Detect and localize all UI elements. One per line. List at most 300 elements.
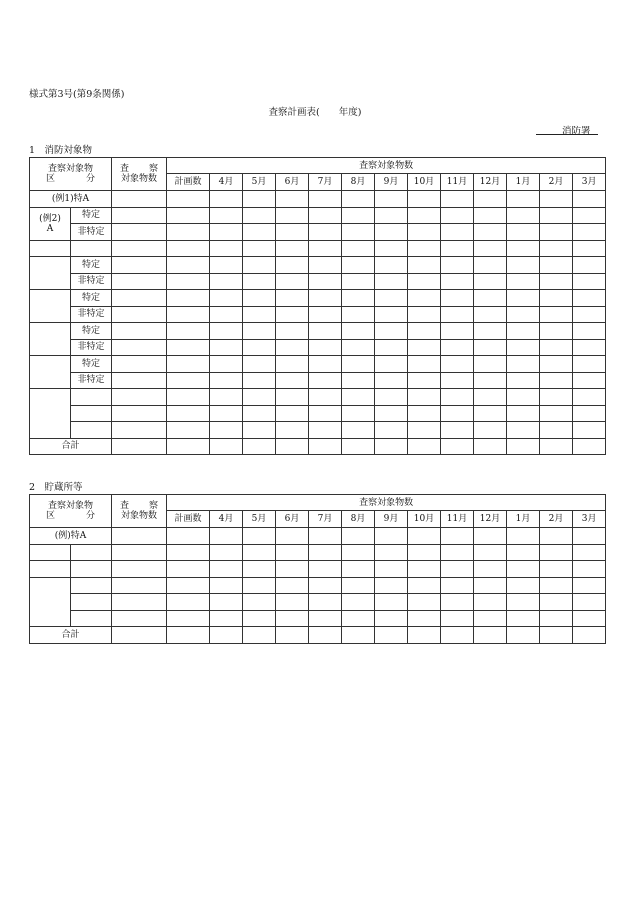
- empty-cell[interactable]: [474, 240, 507, 257]
- empty-cell[interactable]: [408, 257, 441, 274]
- empty-cell[interactable]: [167, 240, 210, 257]
- empty-cell[interactable]: [474, 339, 507, 356]
- empty-cell[interactable]: [441, 257, 474, 274]
- empty-cell[interactable]: [167, 405, 210, 422]
- empty-cell[interactable]: [507, 224, 540, 241]
- empty-cell[interactable]: [243, 240, 276, 257]
- empty-cell[interactable]: [540, 561, 573, 578]
- empty-cell[interactable]: [408, 610, 441, 627]
- empty-cell[interactable]: [243, 528, 276, 545]
- empty-cell[interactable]: [210, 323, 243, 340]
- empty-cell[interactable]: [276, 577, 309, 594]
- empty-cell[interactable]: [167, 273, 210, 290]
- empty-cell[interactable]: [507, 191, 540, 208]
- empty-cell[interactable]: [441, 339, 474, 356]
- empty-cell[interactable]: [441, 290, 474, 307]
- empty-cell[interactable]: [474, 273, 507, 290]
- empty-cell[interactable]: [573, 422, 606, 439]
- empty-cell[interactable]: [441, 389, 474, 406]
- empty-cell[interactable]: [375, 372, 408, 389]
- empty-cell[interactable]: [210, 544, 243, 561]
- empty-cell[interactable]: [507, 577, 540, 594]
- empty-cell[interactable]: [474, 356, 507, 373]
- empty-cell[interactable]: [243, 356, 276, 373]
- empty-cell[interactable]: [540, 240, 573, 257]
- empty-cell[interactable]: [441, 405, 474, 422]
- empty-cell[interactable]: [474, 544, 507, 561]
- empty-cell[interactable]: [276, 389, 309, 406]
- empty-cell[interactable]: [408, 191, 441, 208]
- empty-cell[interactable]: [276, 627, 309, 644]
- empty-cell[interactable]: [243, 422, 276, 439]
- empty-cell[interactable]: [167, 544, 210, 561]
- empty-cell[interactable]: [441, 438, 474, 455]
- empty-cell[interactable]: [71, 422, 112, 439]
- empty-cell[interactable]: [309, 561, 342, 578]
- empty-cell[interactable]: [540, 389, 573, 406]
- empty-cell[interactable]: [507, 339, 540, 356]
- empty-cell[interactable]: [507, 610, 540, 627]
- empty-cell[interactable]: [342, 561, 375, 578]
- empty-cell[interactable]: [441, 422, 474, 439]
- empty-cell[interactable]: [507, 290, 540, 307]
- empty-cell[interactable]: [276, 191, 309, 208]
- empty-cell[interactable]: [71, 561, 112, 578]
- empty-cell[interactable]: [112, 240, 167, 257]
- empty-cell[interactable]: [276, 610, 309, 627]
- empty-cell[interactable]: [243, 577, 276, 594]
- empty-cell[interactable]: [342, 544, 375, 561]
- empty-cell[interactable]: [309, 389, 342, 406]
- empty-cell[interactable]: [243, 323, 276, 340]
- empty-cell[interactable]: [408, 405, 441, 422]
- empty-cell[interactable]: [375, 356, 408, 373]
- empty-cell[interactable]: [474, 257, 507, 274]
- empty-cell[interactable]: [210, 528, 243, 545]
- empty-cell[interactable]: [441, 594, 474, 611]
- empty-cell[interactable]: [167, 224, 210, 241]
- empty-cell[interactable]: [540, 372, 573, 389]
- empty-cell[interactable]: [540, 224, 573, 241]
- empty-cell[interactable]: [167, 191, 210, 208]
- empty-cell[interactable]: [507, 207, 540, 224]
- empty-cell[interactable]: [342, 240, 375, 257]
- empty-cell[interactable]: [210, 610, 243, 627]
- empty-cell[interactable]: [112, 306, 167, 323]
- empty-cell[interactable]: [342, 306, 375, 323]
- empty-cell[interactable]: [507, 257, 540, 274]
- empty-cell[interactable]: [309, 207, 342, 224]
- empty-cell[interactable]: [507, 273, 540, 290]
- empty-cell[interactable]: [474, 594, 507, 611]
- empty-cell[interactable]: [210, 273, 243, 290]
- empty-cell[interactable]: [375, 594, 408, 611]
- empty-cell[interactable]: [441, 191, 474, 208]
- empty-cell[interactable]: [573, 207, 606, 224]
- empty-cell[interactable]: [507, 422, 540, 439]
- empty-cell[interactable]: [573, 273, 606, 290]
- empty-cell[interactable]: [243, 405, 276, 422]
- empty-cell[interactable]: [507, 389, 540, 406]
- empty-cell[interactable]: [210, 372, 243, 389]
- empty-cell[interactable]: [71, 577, 112, 594]
- empty-cell[interactable]: [71, 594, 112, 611]
- empty-cell[interactable]: [112, 561, 167, 578]
- empty-cell[interactable]: [309, 290, 342, 307]
- empty-cell[interactable]: [342, 594, 375, 611]
- empty-cell[interactable]: [408, 224, 441, 241]
- empty-cell[interactable]: [573, 561, 606, 578]
- empty-cell[interactable]: [276, 290, 309, 307]
- empty-cell[interactable]: [507, 561, 540, 578]
- empty-cell[interactable]: [243, 372, 276, 389]
- empty-cell[interactable]: [342, 627, 375, 644]
- empty-cell[interactable]: [309, 544, 342, 561]
- empty-cell[interactable]: [540, 422, 573, 439]
- empty-cell[interactable]: [375, 224, 408, 241]
- empty-cell[interactable]: [408, 207, 441, 224]
- empty-cell[interactable]: [210, 224, 243, 241]
- empty-cell[interactable]: [243, 389, 276, 406]
- empty-cell[interactable]: [112, 273, 167, 290]
- empty-cell[interactable]: [243, 610, 276, 627]
- empty-cell[interactable]: [167, 389, 210, 406]
- empty-cell[interactable]: [309, 577, 342, 594]
- empty-cell[interactable]: [167, 528, 210, 545]
- empty-cell[interactable]: [573, 224, 606, 241]
- empty-cell[interactable]: [276, 323, 309, 340]
- empty-cell[interactable]: [309, 356, 342, 373]
- empty-cell[interactable]: [573, 389, 606, 406]
- empty-cell[interactable]: [309, 372, 342, 389]
- empty-cell[interactable]: [474, 191, 507, 208]
- empty-cell[interactable]: [276, 224, 309, 241]
- empty-cell[interactable]: [540, 339, 573, 356]
- empty-cell[interactable]: [408, 561, 441, 578]
- empty-cell[interactable]: [408, 306, 441, 323]
- empty-cell[interactable]: [474, 224, 507, 241]
- empty-cell[interactable]: [375, 273, 408, 290]
- empty-cell[interactable]: [540, 290, 573, 307]
- empty-cell[interactable]: [112, 207, 167, 224]
- empty-cell[interactable]: [342, 438, 375, 455]
- empty-cell[interactable]: [30, 240, 71, 257]
- empty-cell[interactable]: [474, 323, 507, 340]
- empty-cell[interactable]: [243, 257, 276, 274]
- empty-cell[interactable]: [243, 224, 276, 241]
- empty-cell[interactable]: [540, 610, 573, 627]
- empty-cell[interactable]: [112, 577, 167, 594]
- empty-cell[interactable]: [474, 372, 507, 389]
- empty-cell[interactable]: [375, 544, 408, 561]
- empty-cell[interactable]: [408, 356, 441, 373]
- empty-cell[interactable]: [375, 627, 408, 644]
- empty-cell[interactable]: [573, 577, 606, 594]
- empty-cell[interactable]: [408, 290, 441, 307]
- empty-cell[interactable]: [540, 438, 573, 455]
- empty-cell[interactable]: [112, 438, 167, 455]
- empty-cell[interactable]: [342, 577, 375, 594]
- empty-cell[interactable]: [375, 257, 408, 274]
- empty-cell[interactable]: [573, 372, 606, 389]
- empty-cell[interactable]: [573, 240, 606, 257]
- empty-cell[interactable]: [210, 240, 243, 257]
- empty-cell[interactable]: [474, 610, 507, 627]
- empty-cell[interactable]: [243, 561, 276, 578]
- empty-cell[interactable]: [375, 422, 408, 439]
- empty-cell[interactable]: [112, 290, 167, 307]
- empty-cell[interactable]: [375, 207, 408, 224]
- empty-cell[interactable]: [441, 577, 474, 594]
- empty-cell[interactable]: [71, 544, 112, 561]
- empty-cell[interactable]: [408, 323, 441, 340]
- empty-cell[interactable]: [540, 191, 573, 208]
- empty-cell[interactable]: [375, 561, 408, 578]
- empty-cell[interactable]: [276, 372, 309, 389]
- empty-cell[interactable]: [507, 240, 540, 257]
- empty-cell[interactable]: [309, 594, 342, 611]
- empty-cell[interactable]: [276, 240, 309, 257]
- empty-cell[interactable]: [210, 290, 243, 307]
- empty-cell[interactable]: [210, 561, 243, 578]
- empty-cell[interactable]: [342, 372, 375, 389]
- empty-cell[interactable]: [507, 528, 540, 545]
- empty-cell[interactable]: [276, 356, 309, 373]
- empty-cell[interactable]: [167, 323, 210, 340]
- empty-cell[interactable]: [573, 405, 606, 422]
- empty-cell[interactable]: [276, 422, 309, 439]
- empty-cell[interactable]: [167, 610, 210, 627]
- empty-cell[interactable]: [375, 528, 408, 545]
- empty-cell[interactable]: [342, 224, 375, 241]
- empty-cell[interactable]: [210, 577, 243, 594]
- empty-cell[interactable]: [507, 306, 540, 323]
- empty-cell[interactable]: [309, 610, 342, 627]
- empty-cell[interactable]: [441, 306, 474, 323]
- empty-cell[interactable]: [540, 627, 573, 644]
- empty-cell[interactable]: [441, 561, 474, 578]
- empty-cell[interactable]: [167, 339, 210, 356]
- empty-cell[interactable]: [167, 257, 210, 274]
- empty-cell[interactable]: [474, 561, 507, 578]
- empty-cell[interactable]: [441, 273, 474, 290]
- empty-cell[interactable]: [210, 405, 243, 422]
- empty-cell[interactable]: [243, 306, 276, 323]
- empty-cell[interactable]: [408, 422, 441, 439]
- empty-cell[interactable]: [408, 528, 441, 545]
- empty-cell[interactable]: [309, 339, 342, 356]
- empty-cell[interactable]: [167, 207, 210, 224]
- empty-cell[interactable]: [112, 372, 167, 389]
- empty-cell[interactable]: [112, 191, 167, 208]
- empty-cell[interactable]: [276, 528, 309, 545]
- empty-cell[interactable]: [112, 528, 167, 545]
- empty-cell[interactable]: [573, 438, 606, 455]
- empty-cell[interactable]: [112, 257, 167, 274]
- empty-cell[interactable]: [441, 356, 474, 373]
- empty-cell[interactable]: [441, 372, 474, 389]
- empty-cell[interactable]: [474, 422, 507, 439]
- empty-cell[interactable]: [540, 528, 573, 545]
- empty-cell[interactable]: [342, 610, 375, 627]
- empty-cell[interactable]: [276, 594, 309, 611]
- empty-cell[interactable]: [408, 372, 441, 389]
- empty-cell[interactable]: [507, 372, 540, 389]
- empty-cell[interactable]: [309, 306, 342, 323]
- empty-cell[interactable]: [408, 339, 441, 356]
- empty-cell[interactable]: [540, 594, 573, 611]
- empty-cell[interactable]: [342, 528, 375, 545]
- empty-cell[interactable]: [210, 306, 243, 323]
- empty-cell[interactable]: [276, 273, 309, 290]
- empty-cell[interactable]: [342, 356, 375, 373]
- empty-cell[interactable]: [112, 422, 167, 439]
- empty-cell[interactable]: [309, 240, 342, 257]
- empty-cell[interactable]: [408, 438, 441, 455]
- empty-cell[interactable]: [210, 207, 243, 224]
- empty-cell[interactable]: [441, 224, 474, 241]
- empty-cell[interactable]: [375, 405, 408, 422]
- empty-cell[interactable]: [309, 323, 342, 340]
- empty-cell[interactable]: [375, 389, 408, 406]
- empty-cell[interactable]: [243, 339, 276, 356]
- empty-cell[interactable]: [507, 544, 540, 561]
- empty-cell[interactable]: [375, 191, 408, 208]
- empty-cell[interactable]: [167, 594, 210, 611]
- empty-cell[interactable]: [210, 257, 243, 274]
- empty-cell[interactable]: [540, 306, 573, 323]
- empty-cell[interactable]: [309, 191, 342, 208]
- empty-cell[interactable]: [474, 389, 507, 406]
- empty-cell[interactable]: [474, 577, 507, 594]
- empty-cell[interactable]: [112, 627, 167, 644]
- empty-cell[interactable]: [309, 627, 342, 644]
- empty-cell[interactable]: [276, 405, 309, 422]
- empty-cell[interactable]: [408, 627, 441, 644]
- empty-cell[interactable]: [243, 594, 276, 611]
- empty-cell[interactable]: [507, 594, 540, 611]
- empty-cell[interactable]: [342, 207, 375, 224]
- empty-cell[interactable]: [342, 290, 375, 307]
- empty-cell[interactable]: [210, 594, 243, 611]
- empty-cell[interactable]: [573, 257, 606, 274]
- empty-cell[interactable]: [441, 323, 474, 340]
- empty-cell[interactable]: [540, 356, 573, 373]
- empty-cell[interactable]: [408, 577, 441, 594]
- empty-cell[interactable]: [276, 207, 309, 224]
- empty-cell[interactable]: [210, 438, 243, 455]
- empty-cell[interactable]: [375, 339, 408, 356]
- empty-cell[interactable]: [167, 422, 210, 439]
- empty-cell[interactable]: [474, 627, 507, 644]
- empty-cell[interactable]: [167, 290, 210, 307]
- empty-cell[interactable]: [112, 323, 167, 340]
- empty-cell[interactable]: [375, 290, 408, 307]
- empty-cell[interactable]: [540, 577, 573, 594]
- empty-cell[interactable]: [573, 290, 606, 307]
- empty-cell[interactable]: [540, 405, 573, 422]
- empty-cell[interactable]: [441, 544, 474, 561]
- empty-cell[interactable]: [309, 257, 342, 274]
- empty-cell[interactable]: [474, 207, 507, 224]
- empty-cell[interactable]: [573, 610, 606, 627]
- empty-cell[interactable]: [408, 389, 441, 406]
- empty-cell[interactable]: [71, 405, 112, 422]
- empty-cell[interactable]: [243, 290, 276, 307]
- empty-cell[interactable]: [112, 594, 167, 611]
- empty-cell[interactable]: [342, 422, 375, 439]
- empty-cell[interactable]: [210, 356, 243, 373]
- empty-cell[interactable]: [540, 323, 573, 340]
- empty-cell[interactable]: [210, 339, 243, 356]
- empty-cell[interactable]: [309, 438, 342, 455]
- empty-cell[interactable]: [375, 306, 408, 323]
- empty-cell[interactable]: [573, 528, 606, 545]
- empty-cell[interactable]: [243, 207, 276, 224]
- empty-cell[interactable]: [167, 306, 210, 323]
- empty-cell[interactable]: [441, 207, 474, 224]
- empty-cell[interactable]: [243, 191, 276, 208]
- empty-cell[interactable]: [71, 610, 112, 627]
- empty-cell[interactable]: [342, 257, 375, 274]
- empty-cell[interactable]: [507, 438, 540, 455]
- empty-cell[interactable]: [573, 594, 606, 611]
- empty-cell[interactable]: [507, 627, 540, 644]
- empty-cell[interactable]: [71, 389, 112, 406]
- empty-cell[interactable]: [309, 224, 342, 241]
- empty-cell[interactable]: [507, 323, 540, 340]
- empty-cell[interactable]: [573, 356, 606, 373]
- empty-cell[interactable]: [30, 544, 71, 561]
- empty-cell[interactable]: [540, 273, 573, 290]
- empty-cell[interactable]: [309, 405, 342, 422]
- empty-cell[interactable]: [276, 306, 309, 323]
- empty-cell[interactable]: [276, 257, 309, 274]
- empty-cell[interactable]: [167, 438, 210, 455]
- empty-cell[interactable]: [573, 191, 606, 208]
- empty-cell[interactable]: [408, 594, 441, 611]
- empty-cell[interactable]: [210, 422, 243, 439]
- empty-cell[interactable]: [243, 438, 276, 455]
- empty-cell[interactable]: [112, 544, 167, 561]
- empty-cell[interactable]: [441, 240, 474, 257]
- empty-cell[interactable]: [342, 339, 375, 356]
- empty-cell[interactable]: [243, 273, 276, 290]
- empty-cell[interactable]: [342, 405, 375, 422]
- empty-cell[interactable]: [243, 544, 276, 561]
- empty-cell[interactable]: [540, 207, 573, 224]
- empty-cell[interactable]: [112, 224, 167, 241]
- empty-cell[interactable]: [167, 627, 210, 644]
- empty-cell[interactable]: [309, 422, 342, 439]
- empty-cell[interactable]: [507, 405, 540, 422]
- empty-cell[interactable]: [112, 339, 167, 356]
- empty-cell[interactable]: [210, 191, 243, 208]
- empty-cell[interactable]: [112, 610, 167, 627]
- empty-cell[interactable]: [573, 306, 606, 323]
- empty-cell[interactable]: [573, 627, 606, 644]
- empty-cell[interactable]: [474, 405, 507, 422]
- empty-cell[interactable]: [342, 273, 375, 290]
- empty-cell[interactable]: [309, 528, 342, 545]
- empty-cell[interactable]: [243, 627, 276, 644]
- empty-cell[interactable]: [408, 240, 441, 257]
- empty-cell[interactable]: [441, 627, 474, 644]
- empty-cell[interactable]: [30, 561, 71, 578]
- empty-cell[interactable]: [276, 544, 309, 561]
- empty-cell[interactable]: [167, 372, 210, 389]
- empty-cell[interactable]: [167, 577, 210, 594]
